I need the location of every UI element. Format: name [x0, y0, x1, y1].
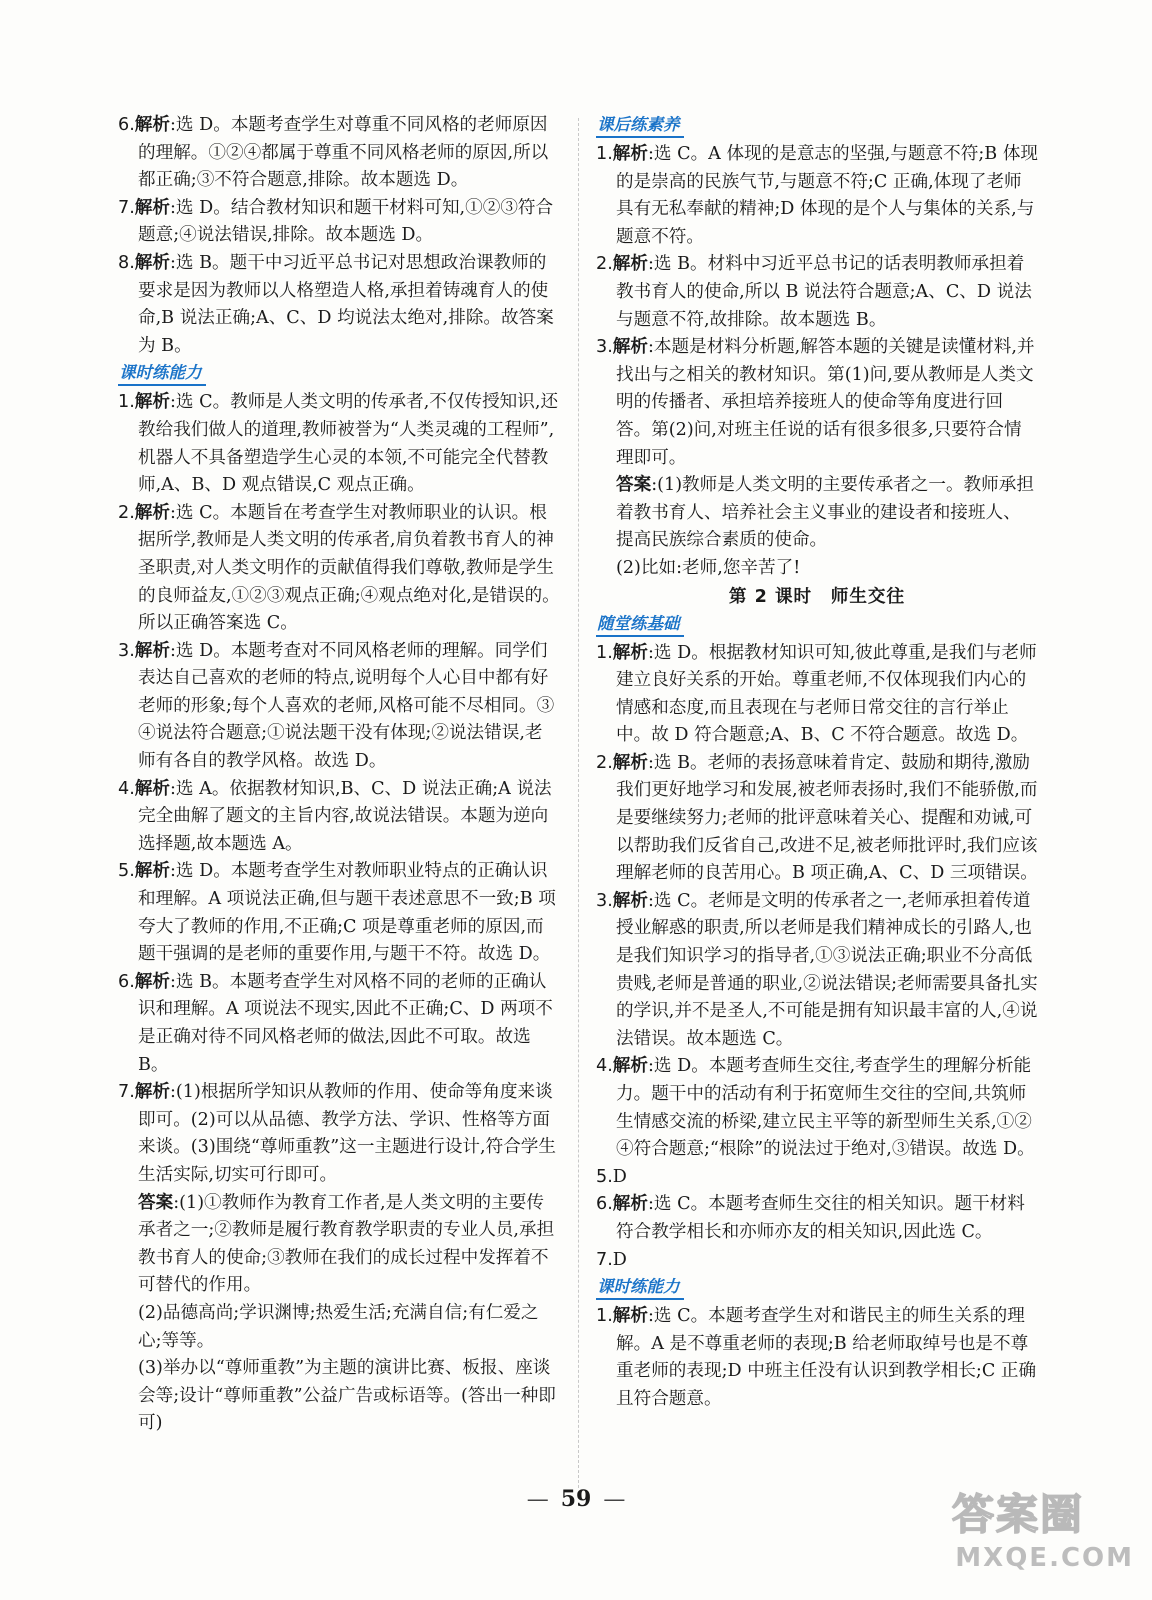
item-text: :(1)教师是人类文明的主要传承者之一。教师承担着教书育人、培养社会主义事业的建设者和接班人、提高民族综合素质的使命。: [616, 475, 1034, 551]
item-number: 1.: [118, 392, 135, 413]
item-number: 3.: [118, 640, 135, 661]
item-text: (2)品德高尚;学识渊博;热爱生活;充满自信;有仁爱之心;等等。: [138, 1302, 539, 1351]
item-keyword: 解析: [612, 337, 648, 358]
item-text: :(1)①教师作为教育工作者,是人类文明的主要传承者之一;②教师是履行教育教学职责的专业人员,承担教书育人的使命;③教师在我们的成长过程中发挥着不可替代的作用。: [138, 1192, 555, 1296]
answer-block: [118, 1190, 560, 1300]
section-header: [596, 611, 1038, 640]
item-keyword: 解析: [612, 890, 648, 911]
item-keyword: 解析: [134, 197, 170, 218]
item-keyword: 解析: [134, 971, 170, 992]
answer-item: [596, 1303, 1038, 1413]
answer-item: [118, 1300, 560, 1355]
item-number: 6.: [118, 115, 135, 135]
item-text: :选 B。题干中习近平总书记对思想政治课教师的要求是因为教师以人格塑造人格,承担着铸魂育人的使命,B 说法正确;A、C、D 均说法太绝对,排除。故答案为 B。: [138, 252, 554, 356]
item-number: 2.: [118, 502, 135, 523]
section-label: 课时练能力: [118, 362, 206, 386]
item-number: 1.: [596, 1306, 613, 1327]
item-number: 2.: [596, 254, 613, 275]
section-header: [118, 360, 560, 389]
page-dash-left: —: [526, 1487, 549, 1512]
item-text: (3)举办以“尊师重教”为主题的演讲比赛、板报、座谈会等;设计“尊师重教”公益广告或标语等。(答出一种即可): [138, 1358, 556, 1434]
answer-item: [596, 555, 1038, 583]
item-number: 1.: [596, 642, 613, 663]
item-text: :选 D。本题考查学生对教师职业特点的正确认识和理解。A 项说法正确,但与题干表述意思不一致;B 项夸大了教师的作用,不正确;C 项是尊重老师的原因,而题干强调的是老师的重要作用,与题干不符。故选 D。: [138, 861, 556, 965]
right-column: [596, 112, 1038, 1414]
section-header: [596, 1274, 1038, 1303]
answer-item: [596, 1247, 1038, 1275]
item-number: 5.: [118, 861, 135, 882]
item-number: 6.: [118, 971, 135, 992]
answer-item: [118, 112, 560, 195]
answer-item: [118, 250, 560, 360]
answer-item: [118, 1355, 560, 1438]
item-keyword: 答案: [138, 1192, 174, 1213]
item-keyword: 解析: [612, 1056, 648, 1077]
item-text: :选 B。材料中习近平总书记的话表明教师承担着教书育人的使命,所以 B 说法符合题意;A、C、D 说法与题意不符,故排除。故本题选 B。: [616, 254, 1032, 330]
item-number: 8.: [118, 252, 135, 273]
item-text: (2)比如:老师,您辛苦了!: [616, 557, 801, 578]
item-number: 2.: [596, 752, 613, 773]
item-text: :选 C。A 体现的是意志的坚强,与题意不符;B 体现的是崇高的民族气节,与题意不符;C 正确,体现了老师具有无私奉献的精神;D 体现的是个人与集体的关系,与题意不符。: [616, 144, 1039, 247]
item-text: :选 D。结合教材知识和题干材料可知,①②③符合题意;④说法错误,排除。故本题选 D。: [138, 197, 554, 246]
item-text: :选 D。根据教材知识可知,彼此尊重,是我们与老师建立良好关系的开始。尊重老师,不仅体现我们内心的情感和态度,而且表现在与老师日常交往的言行举止中。故 D 符合题意;A、B、C 不符合题意。故选 D。: [616, 642, 1037, 746]
answer-item: [118, 1079, 560, 1189]
answer-item: [118, 195, 560, 250]
item-text: :选 B。老师的表扬意味着肯定、鼓励和期待,激励我们更好地学习和发展,被老师表扬时,我们不能骄傲,而是要继续努力;老师的批评意味着关心、提醒和劝诫,可以帮助我们反省自己,改进不足,被老师批评时,我们应该理解老师的良苦用心。B 项正确,A、C、D 三项错误。: [616, 752, 1038, 884]
answer-item: [596, 251, 1038, 334]
watermark-logo: [952, 1488, 1142, 1588]
answer-item: [118, 776, 560, 859]
item-keyword: 解析: [134, 640, 170, 661]
watermark-domain: MXQE.COM: [955, 1543, 1134, 1573]
item-keyword: 解析: [134, 1082, 170, 1103]
item-keyword: 解析: [134, 778, 170, 799]
watermark-title: 答案圈: [952, 1490, 1085, 1539]
item-text: D: [612, 1249, 627, 1270]
answer-item: [596, 1164, 1038, 1192]
lesson-title: 第 2 课时 师生交往: [728, 586, 906, 607]
item-number: 7.: [118, 1082, 135, 1103]
section-label: 随堂练基础: [596, 613, 684, 637]
answer-block: [596, 472, 1038, 555]
left-column: [118, 112, 560, 1438]
answer-item: [596, 1191, 1038, 1246]
item-keyword: 解析: [612, 254, 648, 275]
answer-item: [596, 888, 1038, 1054]
item-keyword: 解析: [612, 752, 648, 773]
item-text: :选 A。依据教材知识,B、C、D 说法正确;A 说法完全曲解了题文的主旨内容,故说法错误。本题为逆向选择题,故本题选 A。: [138, 778, 552, 854]
section-header: [596, 112, 1038, 141]
column-divider: [578, 118, 579, 1488]
item-text: D: [612, 1166, 627, 1187]
item-number: 3.: [596, 890, 613, 911]
item-text: :选 C。教师是人类文明的传承者,不仅传授知识,还教给我们做人的道理,教师被誉为“人类灵魂的工程师”,机器人不具备塑造学生心灵的本领,不可能完全代替教师,A、B、D 观点错误,C 观点正确。: [138, 392, 559, 496]
answer-item: [596, 750, 1038, 888]
section-label: 课时练能力: [596, 1276, 684, 1300]
item-keyword: 解析: [612, 144, 648, 164]
item-number: 3.: [596, 337, 613, 358]
answer-item: [596, 141, 1038, 251]
item-keyword: 解析: [134, 115, 170, 135]
item-keyword: 解析: [612, 1306, 648, 1327]
answer-item: [118, 638, 560, 776]
item-number: 4.: [596, 1056, 613, 1077]
answer-item: [596, 334, 1038, 472]
page-number-value: 59: [560, 1486, 592, 1512]
section-label: 课后练素养: [596, 114, 684, 138]
answer-item: [596, 640, 1038, 750]
item-number: 7.: [596, 1249, 613, 1270]
item-number: 6.: [596, 1194, 613, 1215]
item-keyword: 解析: [134, 502, 170, 523]
item-text: :选 B。本题考查学生对风格不同的老师的正确认识和理解。A 项说法不现实,因此不正确;C、D 两项不是正确对待不同风格老师的做法,因此不可取。故选 B。: [138, 971, 553, 1075]
item-text: :选 D。本题考查学生对尊重不同风格的老师原因的理解。①②④都属于尊重不同风格老师的原因,所以都正确;③不符合题意,排除。故本题选 D。: [138, 115, 549, 191]
item-text: :选 D。本题考查对不同风格老师的理解。同学们表达自己喜欢的老师的特点,说明每个人心目中都有好老师的形象;每个人喜欢的老师,风格可能不尽相同。③④说法符合题意;①说法题干没有体现;②说法错误,老师有各自的教学风格。故选 D。: [138, 640, 555, 772]
item-text: :本题是材料分析题,解答本题的关键是读懂材料,并找出与之相关的教材知识。第(1)问,要从教师是人类文明的传播者、承担培养接班人的使命等角度进行回答。第(2)问,对班主任说的话有很多很多,只要符合情理即可。: [616, 337, 1035, 468]
item-keyword: 解析: [612, 642, 648, 663]
page-dash-right: —: [603, 1487, 626, 1512]
item-number: 5.: [596, 1166, 613, 1187]
answer-item: [118, 858, 560, 968]
item-number: 1.: [596, 144, 613, 164]
answer-item: [118, 389, 560, 499]
item-text: :(1)根据所学知识从教师的作用、使命等角度来谈即可。(2)可以从品德、教学方法、学识、性格等方面来谈。(3)围绕“尊师重教”这一主题进行设计,符合学生生活实际,切实可行即可。: [138, 1082, 556, 1185]
answer-item: [118, 969, 560, 1079]
answer-item: [596, 1053, 1038, 1163]
item-keyword: 解析: [134, 392, 170, 413]
item-text: :选 C。本题旨在考查学生对教师职业的认识。根据所学,教师是人类文明的传承者,肩负着教书育人的神圣职责,对人类文明作的贡献值得我们尊敬,教师是学生的良师益友,①②③观点正确;④观点绝对化,是错误的。所以正确答案选 C。: [138, 502, 560, 634]
item-keyword: 解析: [134, 252, 170, 273]
item-keyword: 解析: [134, 861, 170, 882]
answer-item: [118, 500, 560, 638]
item-text: :选 D。本题考查师生交往,考查学生的理解分析能力。题干中的活动有利于拓宽师生交往的空间,共筑师生情感交流的桥梁,建立民主平等的新型师生关系,①②④符合题意;“根除”的说法过于绝对,③错误。故选 D。: [616, 1056, 1035, 1160]
item-text: :选 C。本题考查学生对和谐民主的师生关系的理解。A 是不尊重老师的表现;B 给老师取绰号也是不尊重老师的表现;D 中班主任没有认识到教学相长;C 正确且符合题意。: [616, 1306, 1037, 1409]
item-text: :选 C。老师是文明的传承者之一,老师承担着传道授业解惑的职责,所以老师是我们精神成长的引路人,也是我们知识学习的指导者,①③说法正确;职业不分高低贵贱,老师是普通的职业,②说法错误;老师需要具备扎实的学识,并不是圣人,不可能是拥有知识最丰富的人,④说法错误。故本题选 C。: [616, 890, 1038, 1049]
item-text: :选 C。本题考查师生交往的相关知识。题干材料符合教学相长和亦师亦友的相关知识,因此选 C。: [616, 1194, 1025, 1242]
item-number: 7.: [118, 197, 135, 218]
item-keyword: 答案: [616, 475, 652, 496]
item-keyword: 解析: [612, 1194, 648, 1215]
item-number: 4.: [118, 778, 135, 799]
